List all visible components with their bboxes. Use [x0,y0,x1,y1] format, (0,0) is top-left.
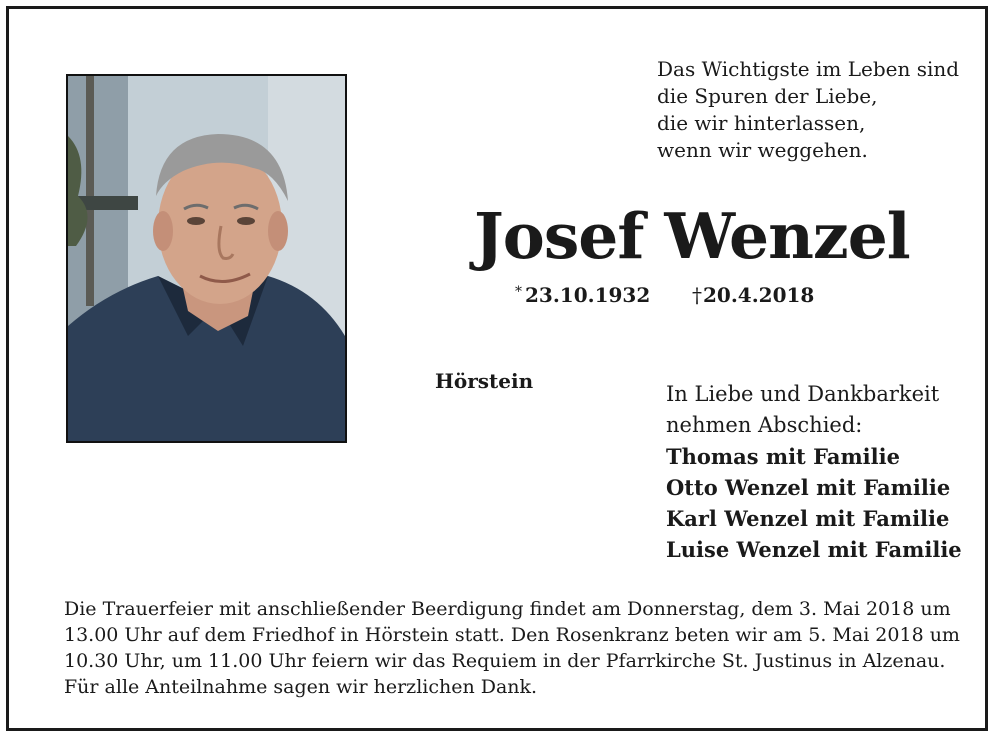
notice-line: 10.30 Uhr, um 11.00 Uhr feiern wir das Requiem in der Pfarrkirche St. Justinus in Alzenau. [64,650,946,672]
mourners-intro-line: In Liebe und Dankbarkeit [666,382,940,406]
death-cross-icon: † [692,283,702,307]
quote-line: die wir hinterlassen, [657,111,866,135]
mourners-intro-line: nehmen Abschied: [666,413,863,437]
family-entry: Thomas mit Familie [666,444,900,469]
notice-line: Die Trauerfeier mit anschließender Beerdigung findet am Donnerstag, dem 3. Mai 2018 um [64,598,951,620]
birth-date [515,283,650,307]
hometown: Hörstein [435,369,534,393]
funeral-notice [64,596,984,700]
quote-line: die Spuren der Liebe, [657,84,878,108]
quote-line: wenn wir weggehen. [657,138,868,162]
notice-line: 13.00 Uhr auf dem Friedhof in Hörstein statt. Den Rosenkranz beten wir am 5. Mai 2018 um [64,624,960,646]
family-entry: Karl Wenzel mit Familie [666,506,950,531]
death-date [692,283,814,307]
portrait-photo [66,74,347,443]
birth-star-icon: * [515,284,522,300]
memorial-quote [657,56,977,164]
birth-date-value: 23.10.1932 [525,283,651,307]
quote-line: Das Wichtigste im Leben sind [657,57,960,81]
deceased-name: Josef Wenzel [474,199,910,273]
portrait-illustration [68,76,345,441]
notice-line: Für alle Anteilnahme sagen wir herzlichen Dank. [64,676,538,698]
death-date-value: 20.4.2018 [703,283,815,307]
family-entry: Luise Wenzel mit Familie [666,537,962,562]
mourners-block [666,379,986,565]
family-entry: Otto Wenzel mit Familie [666,475,951,500]
